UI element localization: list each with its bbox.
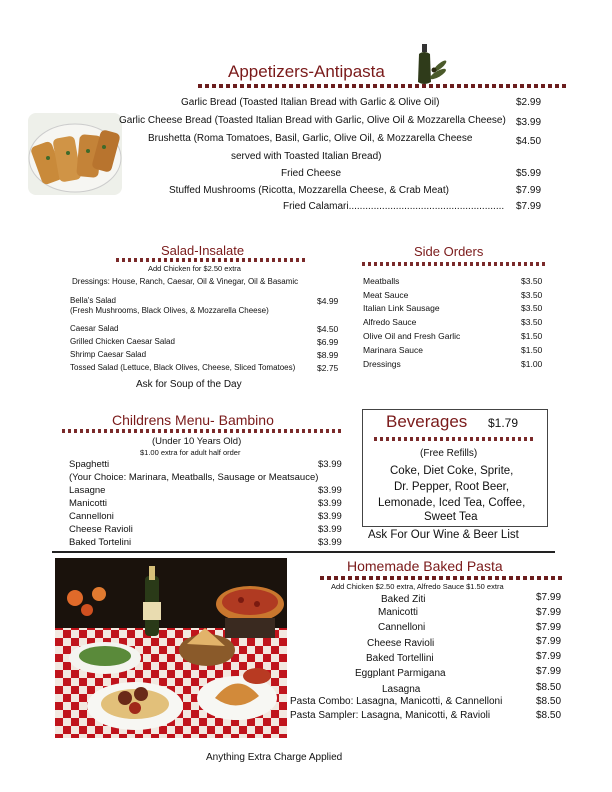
beverages-divider bbox=[374, 437, 536, 441]
list-item: Caesar Salad bbox=[70, 324, 119, 333]
list-item: Olive Oil and Fresh Garlic bbox=[363, 331, 461, 341]
list-item: Brushetta (Roma Tomatoes, Basil, Garlic, Olive Oil, & Mozzarella Cheese bbox=[148, 133, 473, 144]
beverage-line: Dr. Pepper, Root Beer, bbox=[394, 481, 510, 493]
list-item: (Fresh Mushrooms, Black Olives, & Mozzarella Cheese) bbox=[70, 306, 269, 315]
list-item: Manicotti bbox=[378, 607, 419, 618]
item-price: $7.99 bbox=[516, 185, 542, 196]
list-item: Meat Sauce bbox=[363, 290, 409, 300]
list-item: Pasta Combo: Lasagna, Manicotti, & Cannelloni bbox=[290, 696, 503, 707]
section-rule bbox=[52, 551, 555, 553]
item-price: $7.99 bbox=[536, 636, 562, 647]
list-item: Meatballs bbox=[363, 276, 400, 286]
item-price: $7.99 bbox=[536, 607, 562, 618]
italian-food-photo bbox=[55, 558, 287, 738]
list-item: Fried Cheese bbox=[281, 168, 342, 179]
item-price: $1.50 bbox=[521, 331, 543, 341]
beverage-line: Lemonade, Iced Tea, Coffee, bbox=[378, 497, 526, 509]
item-price: $3.99 bbox=[318, 511, 342, 522]
list-item: Cannelloni bbox=[69, 511, 114, 522]
list-item: Pasta Sampler: Lasagna, Manicotti, & Ravioli bbox=[290, 710, 491, 721]
beverage-line: Sweet Tea bbox=[424, 511, 478, 523]
list-item: Baked Tortelini bbox=[69, 537, 132, 548]
pasta-note: Add Chicken $2.50 extra, Alfredo Sauce $1.50 extra bbox=[331, 582, 504, 591]
item-price: $3.50 bbox=[521, 317, 543, 327]
list-item: Italian Link Sausage bbox=[363, 303, 440, 313]
item-price: $4.99 bbox=[317, 296, 339, 306]
childrens-note: $1.00 extra for adult half order bbox=[140, 448, 241, 457]
footer-note: Anything Extra Charge Applied bbox=[206, 752, 343, 763]
item-price: $6.99 bbox=[317, 337, 339, 347]
list-item: Marinara Sauce bbox=[363, 345, 424, 355]
item-price: $8.50 bbox=[536, 682, 562, 693]
list-item: Garlic Bread (Toasted Italian Bread with Garlic & Olive Oil) bbox=[181, 97, 440, 108]
pasta-divider bbox=[320, 576, 562, 580]
appetizers-title: Appetizers-Antipasta bbox=[228, 62, 385, 81]
list-item: Fried Calamari........................................................ bbox=[283, 201, 505, 212]
item-price: $3.99 bbox=[318, 537, 342, 548]
item-price: $4.50 bbox=[317, 324, 339, 334]
list-item: Alfredo Sauce bbox=[363, 317, 417, 327]
childrens-divider bbox=[62, 429, 344, 433]
beverage-line: Coke, Diet Coke, Sprite, bbox=[390, 465, 514, 477]
item-price: $3.50 bbox=[521, 290, 543, 300]
list-item: Stuffed Mushrooms (Ricotta, Mozzarella Cheese, & Crab Meat) bbox=[169, 185, 449, 196]
beverages-price: $1.79 bbox=[488, 416, 519, 430]
item-price: $7.99 bbox=[536, 622, 562, 633]
garlic-bread-photo bbox=[28, 113, 122, 195]
list-item: Baked Ziti bbox=[381, 594, 426, 605]
list-item: Lasagne bbox=[69, 485, 106, 496]
item-price: $7.99 bbox=[536, 666, 562, 677]
item-price: $8.50 bbox=[536, 710, 562, 721]
list-item: (Your Choice: Marinara, Meatballs, Sausage or Meatsauce) bbox=[69, 472, 319, 483]
item-price: $2.75 bbox=[317, 363, 339, 373]
list-item: Cheese Ravioli bbox=[69, 524, 133, 535]
item-price: $3.99 bbox=[318, 498, 342, 509]
dressings-note: Dressings: House, Ranch, Caesar, Oil & Vinegar, Oil & Basamic bbox=[72, 277, 299, 286]
list-item: Bella's Salad bbox=[70, 296, 116, 305]
salad-note: Add Chicken for $2.50 extra bbox=[148, 264, 241, 273]
item-price: $7.99 bbox=[516, 201, 542, 212]
item-price: $1.50 bbox=[521, 345, 543, 355]
beverages-title: Beverages bbox=[386, 412, 468, 431]
childrens-subtitle: (Under 10 Years Old) bbox=[152, 436, 242, 447]
item-price: $3.99 bbox=[318, 485, 342, 496]
list-item: Eggplant Parmigana bbox=[355, 668, 446, 679]
salad-divider bbox=[116, 258, 306, 262]
soup-note: Ask for Soup of the Day bbox=[136, 379, 242, 390]
item-price: $3.99 bbox=[318, 459, 342, 470]
side-orders-divider bbox=[362, 262, 548, 266]
list-item: Grilled Chicken Caesar Salad bbox=[70, 337, 175, 346]
item-price: $8.50 bbox=[536, 696, 562, 707]
wine-note: Ask For Our Wine & Beer List bbox=[368, 529, 519, 541]
list-item: Manicotti bbox=[69, 498, 108, 509]
list-item: Baked Tortellini bbox=[366, 653, 434, 664]
pasta-title: Homemade Baked Pasta bbox=[347, 558, 503, 574]
item-price: $3.99 bbox=[516, 117, 542, 128]
item-price: $3.50 bbox=[521, 303, 543, 313]
salad-title: Salad-Insalate bbox=[161, 243, 245, 258]
list-item: Tossed Salad (Lettuce, Black Olives, Cheese, Sliced Tomatoes) bbox=[70, 363, 296, 372]
item-price: $3.99 bbox=[318, 524, 342, 535]
list-item: Lasagna bbox=[382, 684, 421, 695]
item-price: $2.99 bbox=[516, 97, 542, 108]
item-price: $7.99 bbox=[536, 651, 562, 662]
side-orders-title: Side Orders bbox=[414, 244, 484, 259]
childrens-title: Childrens Menu- Bambino bbox=[112, 412, 274, 428]
refills-note: (Free Refills) bbox=[420, 448, 478, 459]
list-item: Cannelloni bbox=[378, 622, 426, 633]
item-price: $8.99 bbox=[317, 350, 339, 360]
list-item: Garlic Cheese Bread (Toasted Italian Bread with Garlic, Olive Oil & Mozzarella Cheese) bbox=[119, 115, 506, 126]
appetizers-divider bbox=[198, 84, 566, 88]
item-price: $7.99 bbox=[536, 592, 562, 603]
item-price: $3.50 bbox=[521, 276, 543, 286]
list-item: served with Toasted Italian Bread) bbox=[231, 151, 382, 162]
olive-oil-bottle-icon bbox=[404, 40, 452, 88]
item-price: $4.50 bbox=[516, 136, 542, 147]
list-item: Dressings bbox=[363, 359, 401, 369]
list-item: Spaghetti bbox=[69, 459, 110, 470]
item-price: $5.99 bbox=[516, 168, 542, 179]
list-item: Shrimp Caesar Salad bbox=[70, 350, 147, 359]
item-price: $1.00 bbox=[521, 359, 543, 369]
list-item: Cheese Ravioli bbox=[367, 638, 435, 649]
